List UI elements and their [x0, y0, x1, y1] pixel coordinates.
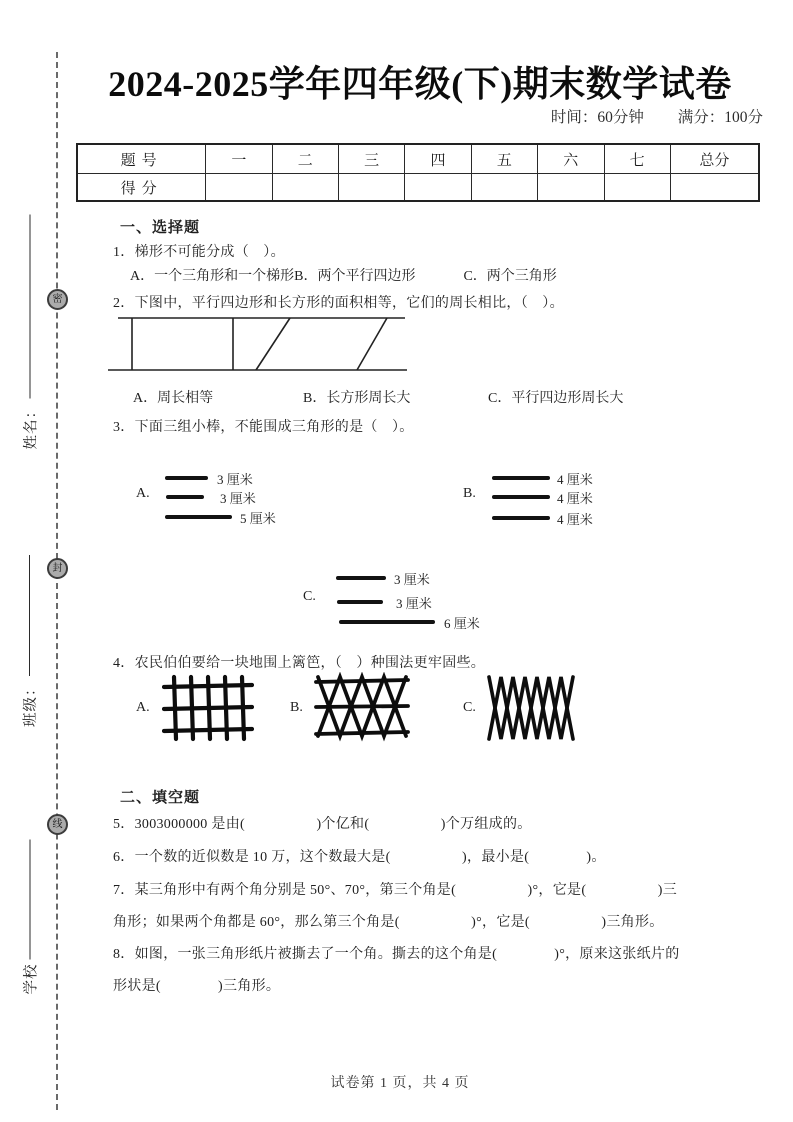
stick-group-a-label: A.	[136, 486, 150, 501]
stick-line	[165, 515, 232, 519]
name-field	[19, 215, 41, 450]
section-1-title: 一、选择题	[120, 220, 201, 236]
school-fill-line	[29, 840, 30, 960]
fence-a-label: A.	[136, 700, 150, 715]
question-1-options	[130, 265, 557, 285]
stick-length-label: 3 厘米	[217, 472, 253, 487]
stick-length-label: 6 厘米	[444, 616, 480, 631]
seal-mark-feng: 封	[47, 558, 68, 579]
question-4-text: 4．农民伯伯要给一块地围上篱笆，（ ）种围法更牢固些。	[113, 656, 486, 671]
fence-c-label: C.	[463, 700, 476, 715]
class-field	[18, 555, 40, 727]
question-3-text: 3．下面三组小棒，不能围成三角形的是（ ）。	[113, 420, 414, 435]
question-8-text-line2: 形状是( )三角形。	[113, 979, 281, 994]
stick-length-label: 3 厘米	[396, 596, 432, 611]
fence-b-label: B.	[290, 700, 303, 715]
fence-grid-figure	[162, 674, 254, 742]
score-table-score-row	[77, 174, 759, 202]
stick-length-label: 4 厘米	[557, 472, 593, 487]
question-7-text-line1: 7．某三角形中有两个角分别是 50°、70°，第三个角是( )°，它是( )三	[113, 883, 678, 898]
score-col-2: 二	[272, 144, 338, 174]
score-cell	[538, 174, 604, 202]
score-col-3: 三	[339, 144, 405, 174]
seal-mark-mi: 密	[47, 289, 68, 310]
q2-option-c: C．平行四边形周长大	[488, 391, 624, 406]
stick-length-label: 4 厘米	[557, 491, 593, 506]
score-cell	[604, 174, 670, 202]
score-row-label: 得分	[77, 174, 206, 202]
q2-option-b: B．长方形周长大	[303, 391, 411, 406]
score-cell	[272, 174, 338, 202]
class-fill-line	[29, 555, 30, 677]
question-5-text: 5．3003000000 是由( )个亿和( )个万组成的。	[113, 817, 532, 832]
question-2-options	[133, 387, 623, 407]
stick-line	[492, 516, 550, 520]
stick-group-c-label: C.	[303, 589, 316, 604]
q1-option-b: B．两个平行四边形	[294, 269, 416, 284]
question-1-text: 1．梯形不可能分成（ ）。	[113, 245, 285, 260]
score-cell	[339, 174, 405, 202]
score-cell	[471, 174, 537, 202]
name-fill-line	[29, 215, 30, 400]
fence-diamond-figure	[486, 674, 576, 742]
page-title: 2024-2025学年四年级(下)期末数学试卷	[108, 64, 732, 104]
score-col-total: 总分	[670, 144, 759, 174]
stick-length-label: 5 厘米	[240, 511, 276, 526]
stick-line	[166, 495, 204, 499]
stick-length-label: 4 厘米	[557, 512, 593, 527]
q2-option-a: A．周长相等	[133, 391, 214, 406]
score-cell	[670, 174, 759, 202]
seal-dashed-line	[56, 52, 58, 1110]
class-label: 班级：	[22, 680, 39, 727]
stick-line	[339, 620, 435, 624]
q1-option-c: C．两个三角形	[463, 269, 557, 284]
stick-line	[165, 476, 208, 480]
score-col-7: 七	[604, 144, 670, 174]
stick-line	[337, 600, 383, 604]
exam-meta	[551, 105, 763, 127]
seal-mark-xian: 线	[47, 814, 68, 835]
score-table	[76, 143, 760, 202]
score-col-6: 六	[538, 144, 604, 174]
score-cell	[405, 174, 471, 202]
score-cell	[206, 174, 272, 202]
question-2-text: 2．下图中，平行四边形和长方形的面积相等，它们的周长相比，（ ）。	[113, 296, 564, 311]
fence-triangle-figure	[314, 672, 410, 742]
page-footer: 试卷第 1 页，共 4 页	[330, 1076, 470, 1091]
question-7-text-line2: 角形；如果两个角都是 60°，那么第三个角是( )°，它是( )三角形。	[113, 915, 664, 930]
score-table-corner: 题号	[77, 144, 206, 174]
school-field	[19, 840, 41, 995]
section-2-title: 二、填空题	[120, 790, 201, 806]
score-col-1: 一	[206, 144, 272, 174]
full-score-info: 满分：100分	[677, 109, 763, 126]
stick-line	[492, 476, 550, 480]
stick-line	[336, 576, 386, 580]
school-label: 学校	[23, 963, 39, 995]
stick-length-label: 3 厘米	[394, 572, 430, 587]
time-info: 时间：60分钟	[550, 109, 644, 126]
question-6-text: 6．一个数的近似数是 10 万，这个数最大是( )，最小是( )。	[113, 850, 606, 865]
q1-option-a: A．一个三角形和一个梯形	[130, 269, 295, 284]
name-label: 姓名：	[23, 403, 39, 450]
question-8-text-line1: 8．如图，一张三角形纸片被撕去了一个角。撕去的这个角是( )°，原来这张纸片的	[113, 947, 680, 962]
rectangle-parallelogram-figure	[103, 312, 413, 378]
stick-line	[492, 495, 550, 499]
stick-length-label: 3 厘米	[220, 491, 256, 506]
score-col-4: 四	[405, 144, 471, 174]
score-table-header-row	[77, 144, 759, 174]
stick-group-b-label: B.	[463, 486, 476, 501]
score-col-5: 五	[471, 144, 537, 174]
